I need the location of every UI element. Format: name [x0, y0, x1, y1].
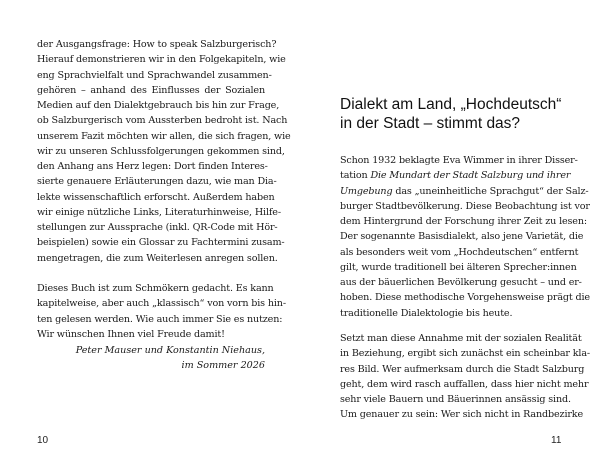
- text-line: den Anhang ans Herz legen: Dort finden Interes-: [37, 161, 268, 172]
- text-line: in Beziehung, ergibt sich zunächst ein scheinbar kla-: [340, 348, 590, 360]
- text-line: [340, 168, 571, 183]
- text-line: res Bild. Wer aufmerksam durch die Stadt Salzburg: [340, 363, 585, 375]
- text-line: traditionelle Dialektologie bis heute.: [340, 307, 513, 319]
- signature-date: im Sommer 2026: [181, 360, 265, 372]
- book-title: Die Mundart der Stadt Salzburg und ihrer: [370, 170, 571, 182]
- text-line: burger Stadtbevölkerung. Diese Beobachtung ist vor: [340, 200, 590, 212]
- text-line: [340, 184, 589, 199]
- text-line: eng Sprachvielfalt und Sprachwandel zusammen-: [37, 69, 272, 81]
- section-heading: Dialekt am Land, „Hochdeutsch“ in der Stadt – stimmt das?: [340, 96, 562, 132]
- text-line: der Ausgangsfrage: How to speak Salzburgerisch?: [37, 39, 277, 50]
- left-page-text: [37, 37, 291, 342]
- page-number-right: 11: [551, 435, 562, 446]
- text-line: geht, dem wird rasch auffallen, dass hier nicht mehr: [340, 378, 589, 390]
- text-line: gehören – anhand des Einflusses der Sozialen: [37, 84, 265, 96]
- text-line: ten gelesen werden. Wie auch immer Sie es nutzen:: [37, 313, 283, 325]
- text-line: Wir wünschen Ihnen viel Freude damit!: [37, 328, 225, 340]
- text-line: mengetragen, die zum Weiterlesen anregen sollen.: [37, 252, 278, 264]
- right-page-paragraph-1: [340, 153, 590, 321]
- text-line: gilt, wurde traditionell bei älteren Sprecher:innen: [340, 261, 577, 273]
- text-line: wir zu unseren Schlussfolgerungen gekommen sind,: [37, 145, 285, 157]
- text-line: ob Salzburgerisch vom Aussterben bedroht ist. Nach: [37, 115, 288, 127]
- text-line: aus der bäuerlichen Bevölkerung gesucht – und er-: [340, 277, 582, 288]
- text-line: beispielen) sowie ein Glossar zu Fachtermini zusam-: [37, 237, 285, 249]
- text-line: sehr viele Bauern und Bäuerinnen ansässig sind.: [340, 394, 571, 405]
- text-line: Schon 1932 beklagte Eva Wimmer in ihrer Disser-: [340, 155, 578, 166]
- text-run: tation: [340, 170, 371, 182]
- text-run: das „uneinheitliche Sprachgut“ der Salz-: [392, 185, 589, 197]
- text-line: unserem Fazit möchten wir allen, die sich fragen, wie: [37, 130, 291, 142]
- right-page-paragraph-2: [340, 331, 590, 423]
- text-line: Um genauer zu sein: Wer sich nicht in Randbezirke: [340, 409, 583, 421]
- signature-authors: Peter Mauser und Konstantin Niehaus,: [75, 345, 265, 356]
- text-line: hoben. Diese methodische Vorgehensweise prägt die: [340, 292, 590, 304]
- text-line: Setzt man diese Annahme mit der sozialen Realität: [340, 333, 582, 344]
- text-line: kapitelweise, aber auch „klassisch“ von vorn bis hin-: [37, 298, 286, 310]
- text-line: als besonders weit vom „Hochdeutschen“ entfernt: [340, 246, 579, 258]
- text-line: stellungen zur Aussprache (inkl. QR-Code mit Hör-: [37, 222, 278, 233]
- signature: [37, 343, 265, 374]
- book-title: Umgebung: [340, 185, 393, 197]
- text-line: Der sogenannte Basisdialekt, also jene Varietät, die: [340, 231, 584, 243]
- text-line: Dieses Buch ist zum Schmökern gedacht. Es kann: [37, 283, 274, 294]
- text-line: lekte wissenschaftlich erforscht. Außerdem haben: [37, 191, 275, 203]
- text-line: sierte genauere Erläuterungen dazu, wie man Dia-: [37, 176, 277, 188]
- page-number-left: 10: [37, 435, 49, 446]
- text-line: wir einige nützliche Links, Literaturhinweise, Hilfe-: [37, 206, 281, 218]
- text-line: Hierauf demonstrieren wir in den Folgekapiteln, wie: [37, 54, 286, 66]
- text-line: dem Hintergrund der Forschung ihrer Zeit zu lesen:: [340, 216, 587, 227]
- paragraph-gap: [37, 266, 265, 281]
- text-line: Medien auf den Dialektgebrauch bis hin zur Frage,: [37, 100, 280, 111]
